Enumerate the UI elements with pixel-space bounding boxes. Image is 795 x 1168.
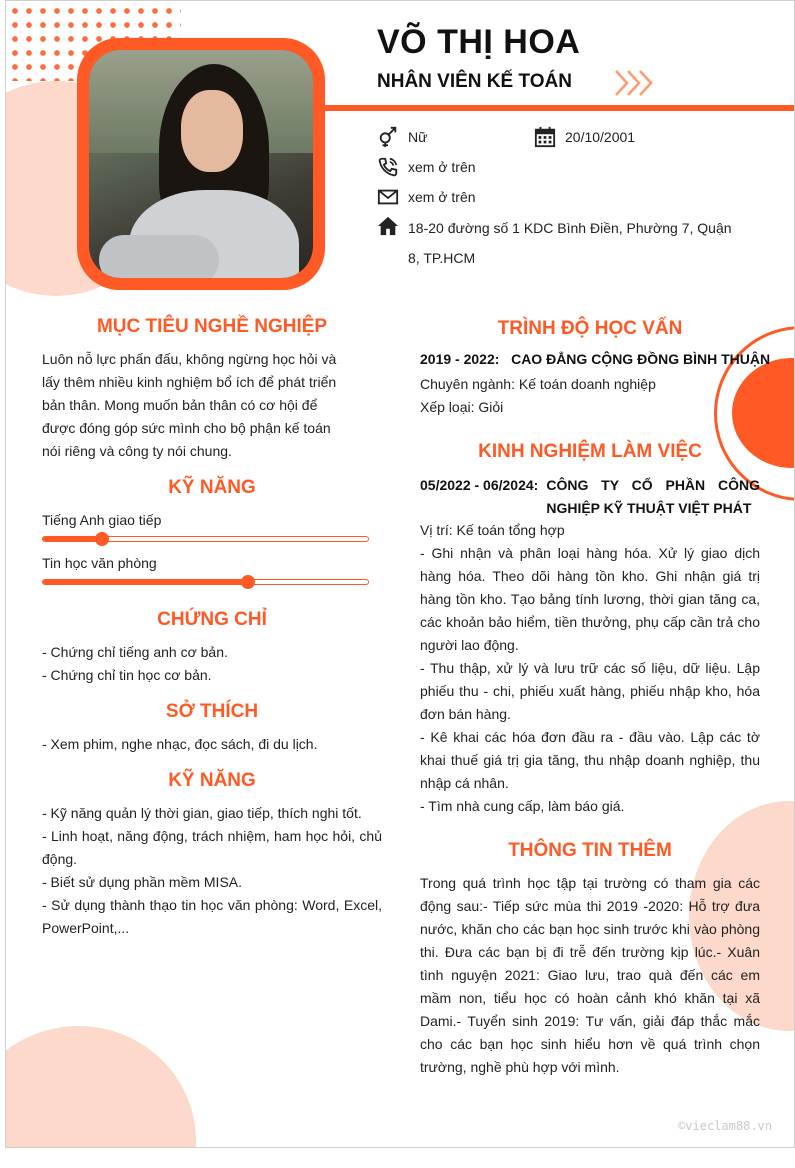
phone-link[interactable]: xem ở trên [408,159,476,175]
phone-row [377,156,476,178]
skills-title: KỸ NĂNG [168,477,256,498]
gender-value: Nữ [408,129,428,145]
experience-company: CÔNG TY CỔ PHẦN CÔNG NGHIỆP KỸ THUẬT VIỆT PHÁT [546,477,760,516]
extra-text: Trong quá trình học tập tại trường có tham gia các động sau:- Tiếp sức mùa thi 2019 -2020: Hỗ trợ đưa nước, khăn cho các bạn học sinh trước khi vào phòng thi. Đưa các bạn bị đi trễ đến trường kịp lúc.- Xuân tình nguyện 2021: Giao lưu, trao quà đến các em mầm non, tiểu học có hoàn cảnh khó khăn tại xã Dami.- Tuyển sinh 2019: Tư vấn, giải đáp thắc mắc cho các bạn học sinh hiểu hơn về quá trình chọn trường, nghề phù hợp với mình. [420,875,760,1075]
certificate-line: - Chứng chỉ tin học cơ bản. [42,667,212,683]
skill-bar-english [42,536,369,542]
education-title: TRÌNH ĐỘ HỌC VẤN [497,318,683,339]
skill-bar-office [42,579,369,585]
skills-line: - Linh hoạt, năng động, trách nhiệm, ham học hỏi, chủ động. [42,828,382,867]
skill-knob-office [241,575,255,589]
education-major: Chuyên ngành: Kế toán doanh nghiệp [420,376,656,392]
experience-title: KINH NGHIỆM LÀM VIỆC [478,441,702,462]
hobbies-title: SỞ THÍCH [165,701,259,722]
skills-line: - Kỹ năng quản lý thời gian, giao tiếp, thích nghi tốt. [42,805,362,821]
candidate-position: NHÂN VIÊN KẾ TOÁN [377,71,572,92]
profile-photo [89,50,313,278]
skill-fill-office [43,580,248,584]
watermark: ©vieclam88.vn [678,1119,772,1133]
skill-label-office: Tin học văn phòng [42,555,157,571]
home-icon [377,215,399,237]
address-row [377,213,737,273]
education-header [420,351,770,367]
cv-page [5,0,795,1148]
extra-title: THÔNG TIN THÊM [508,840,672,861]
experience-duty: - Ghi nhận và phân loại hàng hóa. Xử lý giao dịch hàng hóa. Theo dõi hàng tồn kho. Ghi nhận giá trị hàng tồn kho. Tạo bảng tính lương, thời gian tăng ca, các khoản bảo hiểm, tiền thưởng, phụ cấp cần trả cho người lao động. [420,545,760,653]
objective-text: Luôn nỗ lực phấn đấu, không ngừng học hỏi và lấy thêm nhiều kinh nghiệm bổ ích để phát triển bản thân. Mong muốn bản thân có cơ hội để được đóng góp sức mình cho bộ phận kế toán nói riêng và công ty nói chung. [42,351,337,459]
gender-row [377,126,427,148]
experience-role: Vị trí: Kế toán tổng hợp [420,522,565,538]
skills-line: - Biết sử dụng phần mềm MISA. [42,874,243,890]
mail-icon [377,186,399,208]
address-value: 18-20 đường số 1 KDC Bình Điền, Phường 7, Quận 8, TP.HCM [408,220,732,266]
certificate-line: - Chứng chỉ tiếng anh cơ bản. [42,644,228,660]
chevrons-icon [614,69,658,97]
phone-icon [377,156,399,178]
skills-line: - Sử dụng thành thạo tin học văn phòng: Word, Excel, PowerPoint,... [42,897,382,936]
experience-period: 05/2022 - 06/2024: [420,477,539,493]
decor-blob-bottom-left [5,1026,196,1148]
email-link[interactable]: xem ở trên [408,189,476,205]
skill-knob-english [95,532,109,546]
email-row [377,186,476,208]
candidate-name: VÕ THỊ HOA [377,23,581,61]
skills-text-title: KỸ NĂNG [168,770,256,791]
experience-header [420,474,760,520]
profile-photo-frame [77,38,325,290]
skill-label-english: Tiếng Anh giao tiếp [42,512,162,528]
skill-fill-english [43,537,102,541]
experience-duty: - Tìm nhà cung cấp, làm báo giá. [420,798,625,814]
experience-duty: - Kê khai các hóa đơn đầu ra - đầu vào. Lập các tờ khai thuế giá trị gia tăng, thu nhập doanh nghiệp, thu nhập cá nhân. [420,729,760,791]
hobbies-text: - Xem phim, nghe nhạc, đọc sách, đi du lịch. [42,736,318,752]
objective-title: MỤC TIÊU NGHỀ NGHIỆP [96,316,328,337]
certificates-title: CHỨNG CHỈ [157,609,267,630]
calendar-icon [534,126,556,148]
header-divider [325,105,795,111]
experience-duty: - Thu thập, xử lý và lưu trữ các số liệu, dữ liệu. Lập phiếu thu - chi, phiếu xuất hàng, phiếu nhập kho, hóa đơn bán hàng. [420,660,760,722]
birthday-row [534,126,635,148]
education-grade: Xếp loại: Giỏi [420,399,504,415]
birthday-value: 20/10/2001 [565,129,636,145]
education-school: CAO ĐẲNG CỘNG ĐỒNG BÌNH THUẬN [511,351,771,367]
gender-icon [377,126,399,148]
education-period: 2019 - 2022: [420,351,500,367]
